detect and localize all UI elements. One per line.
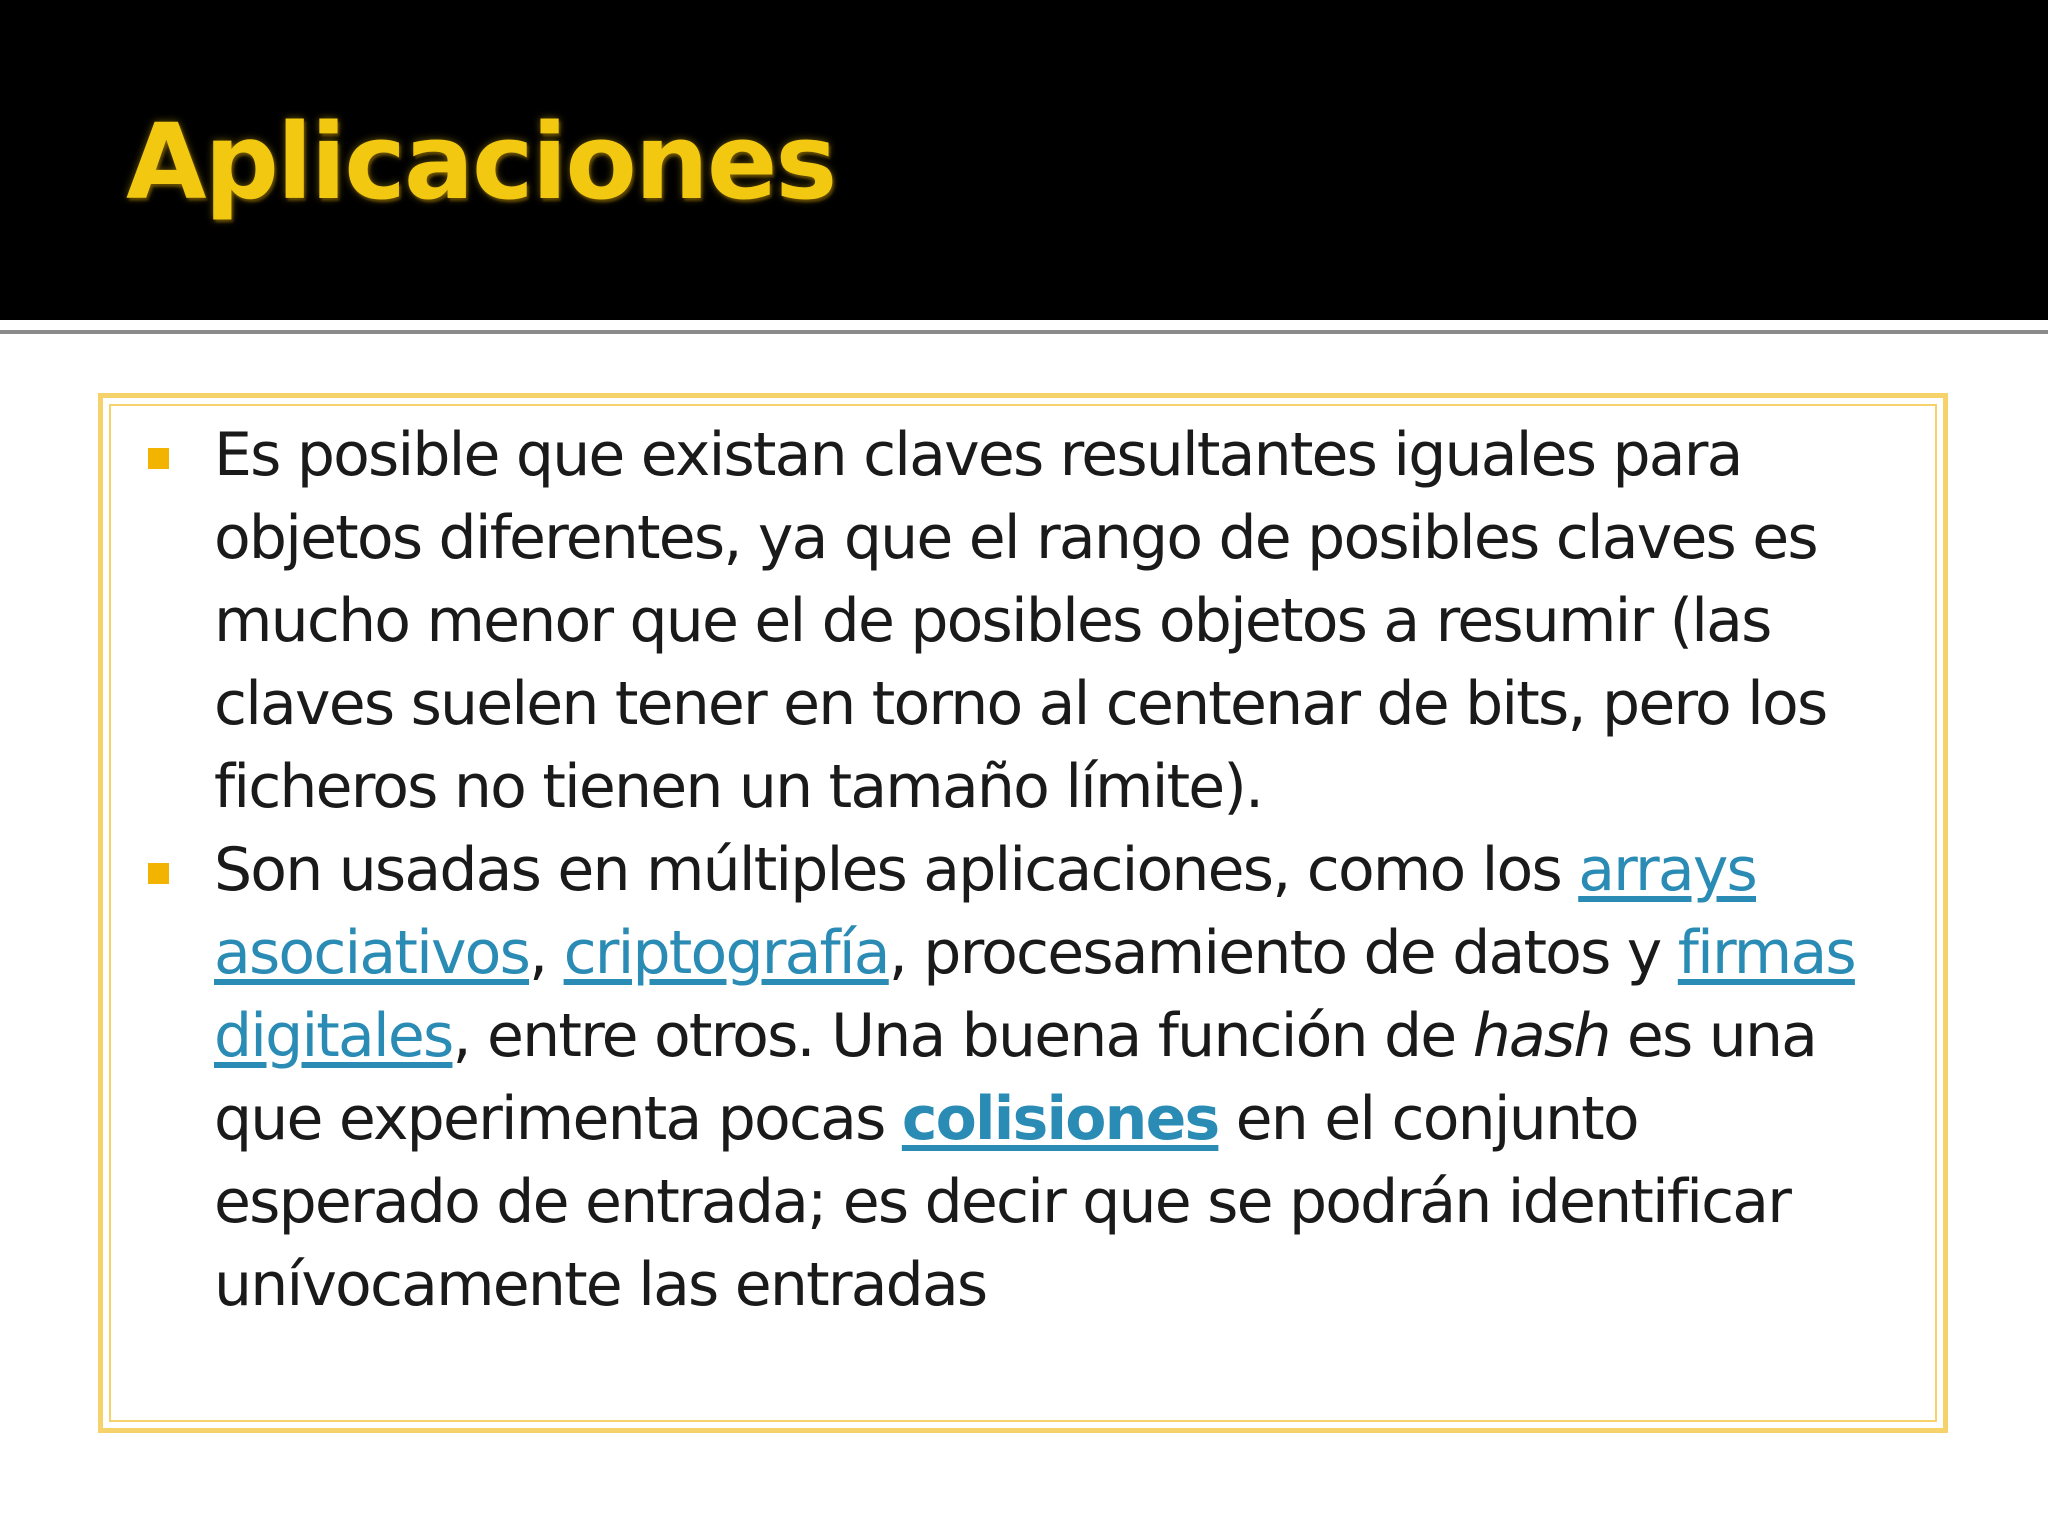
bullet-text-part: , <box>529 918 564 988</box>
slide-title: Aplicaciones <box>126 101 836 223</box>
bullet-text-part: , entre otros. Una buena función de <box>452 1001 1473 1071</box>
bullet-text-part: en el conjunto esperado de entrada; es decir que se podrán identificar unívocamente las entradas <box>214 1084 1791 1320</box>
bullet-text: Es posible que existan claves resultantes iguales para objetos diferentes, ya que el rango de posibles claves es mucho menor que el de posibles objetos a resumir (las claves suelen tener en torno al centenar de bits, pero los ficheros no tienen un tamaño límite). <box>214 420 1827 822</box>
bullet-text-part: , procesamiento de datos y <box>888 918 1678 988</box>
square-bullet-icon <box>148 448 169 469</box>
bullet-text-part: es una que experimenta pocas <box>214 1001 1817 1154</box>
bullet-text-part: Son usadas en múltiples aplicaciones, como los <box>214 835 1579 905</box>
title-divider <box>0 330 2048 334</box>
link-firmas-digitales[interactable]: firmas digitales <box>214 918 1855 1071</box>
bullet-item-collisions <box>214 414 1914 829</box>
hash-term: hash <box>1472 1001 1610 1071</box>
bullet-item-applications <box>214 829 1914 1327</box>
title-bar <box>0 0 2048 320</box>
link-arrays-asociativos[interactable]: arrays asociativos <box>214 835 1756 988</box>
link-colisiones[interactable]: colisiones <box>901 1084 1219 1154</box>
link-criptografia[interactable]: criptografía <box>563 918 889 988</box>
square-bullet-icon <box>148 863 169 884</box>
bullet-list <box>214 414 1914 1327</box>
